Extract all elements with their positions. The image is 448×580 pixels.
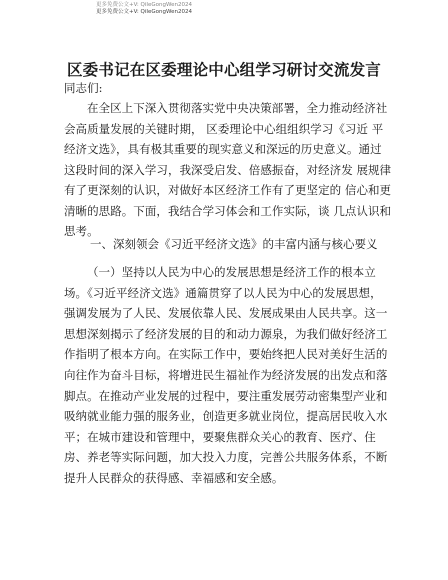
watermark-line: 更多免费公文+V: QiIeGongWen2024 xyxy=(96,9,192,15)
section-heading: 一、深刻领会《习近平经济文选》的丰富内涵与核心要义 xyxy=(90,237,378,251)
salutation: 同志们: xyxy=(64,81,103,95)
watermark-line: 更多免费公文+V: QiIeGongWen2024 xyxy=(96,2,192,8)
section-paragraph xyxy=(64,262,392,489)
intro-paragraph xyxy=(64,98,392,242)
section-paragraph-text: （一）坚持以人民为中心的发展思想是经济工作的根本立场。《习近平经济文选》通篇贯穿了以人民为中心的发展思想，强调发展为了人民、发展依靠人民、发展成果由人民共享。这一思想深刻揭示了经济发展的目的和动力源泉，为我们做好经济工作指明了根本方向。在实际工作中，要始终把人民对美好生活的向往作为奋斗目标，将增进民生福祉作为经济发展的出发点和落脚点。在推动产业发展的过程中，要注重发展劳动密集型产业和吸纳就业能力强的服务业，创造更多就业岗位，提高居民收入水平；在城市建设和管理中，要聚焦群众关心的教育、医疗、住房、养老等实际问题，加大投入力度，完善公共服务体系，不断提升人民群众的获得感、幸福感和安全感。 xyxy=(64,265,388,485)
intro-text: 在全区上下深入贯彻落实党中央决策部署，全力推动经济社会高质量发展的关键时期， 区委理论中心组组织学习《习近 平经济文选》，具有极其重要的现实意义和深远的历史意义。通过这段时间的深入学习，我深受启发、倍感振奋，对经济发 展规律有了更深刻的认识，对做好本区经济工作有了更坚定的 信心和更清晰的思路。下面，我结合学习体会和工作实际，谈 几点认识和思考。 xyxy=(64,101,392,238)
document-title: 区委书记在区委理论中心组学习研讨交流发言 xyxy=(66,60,381,79)
